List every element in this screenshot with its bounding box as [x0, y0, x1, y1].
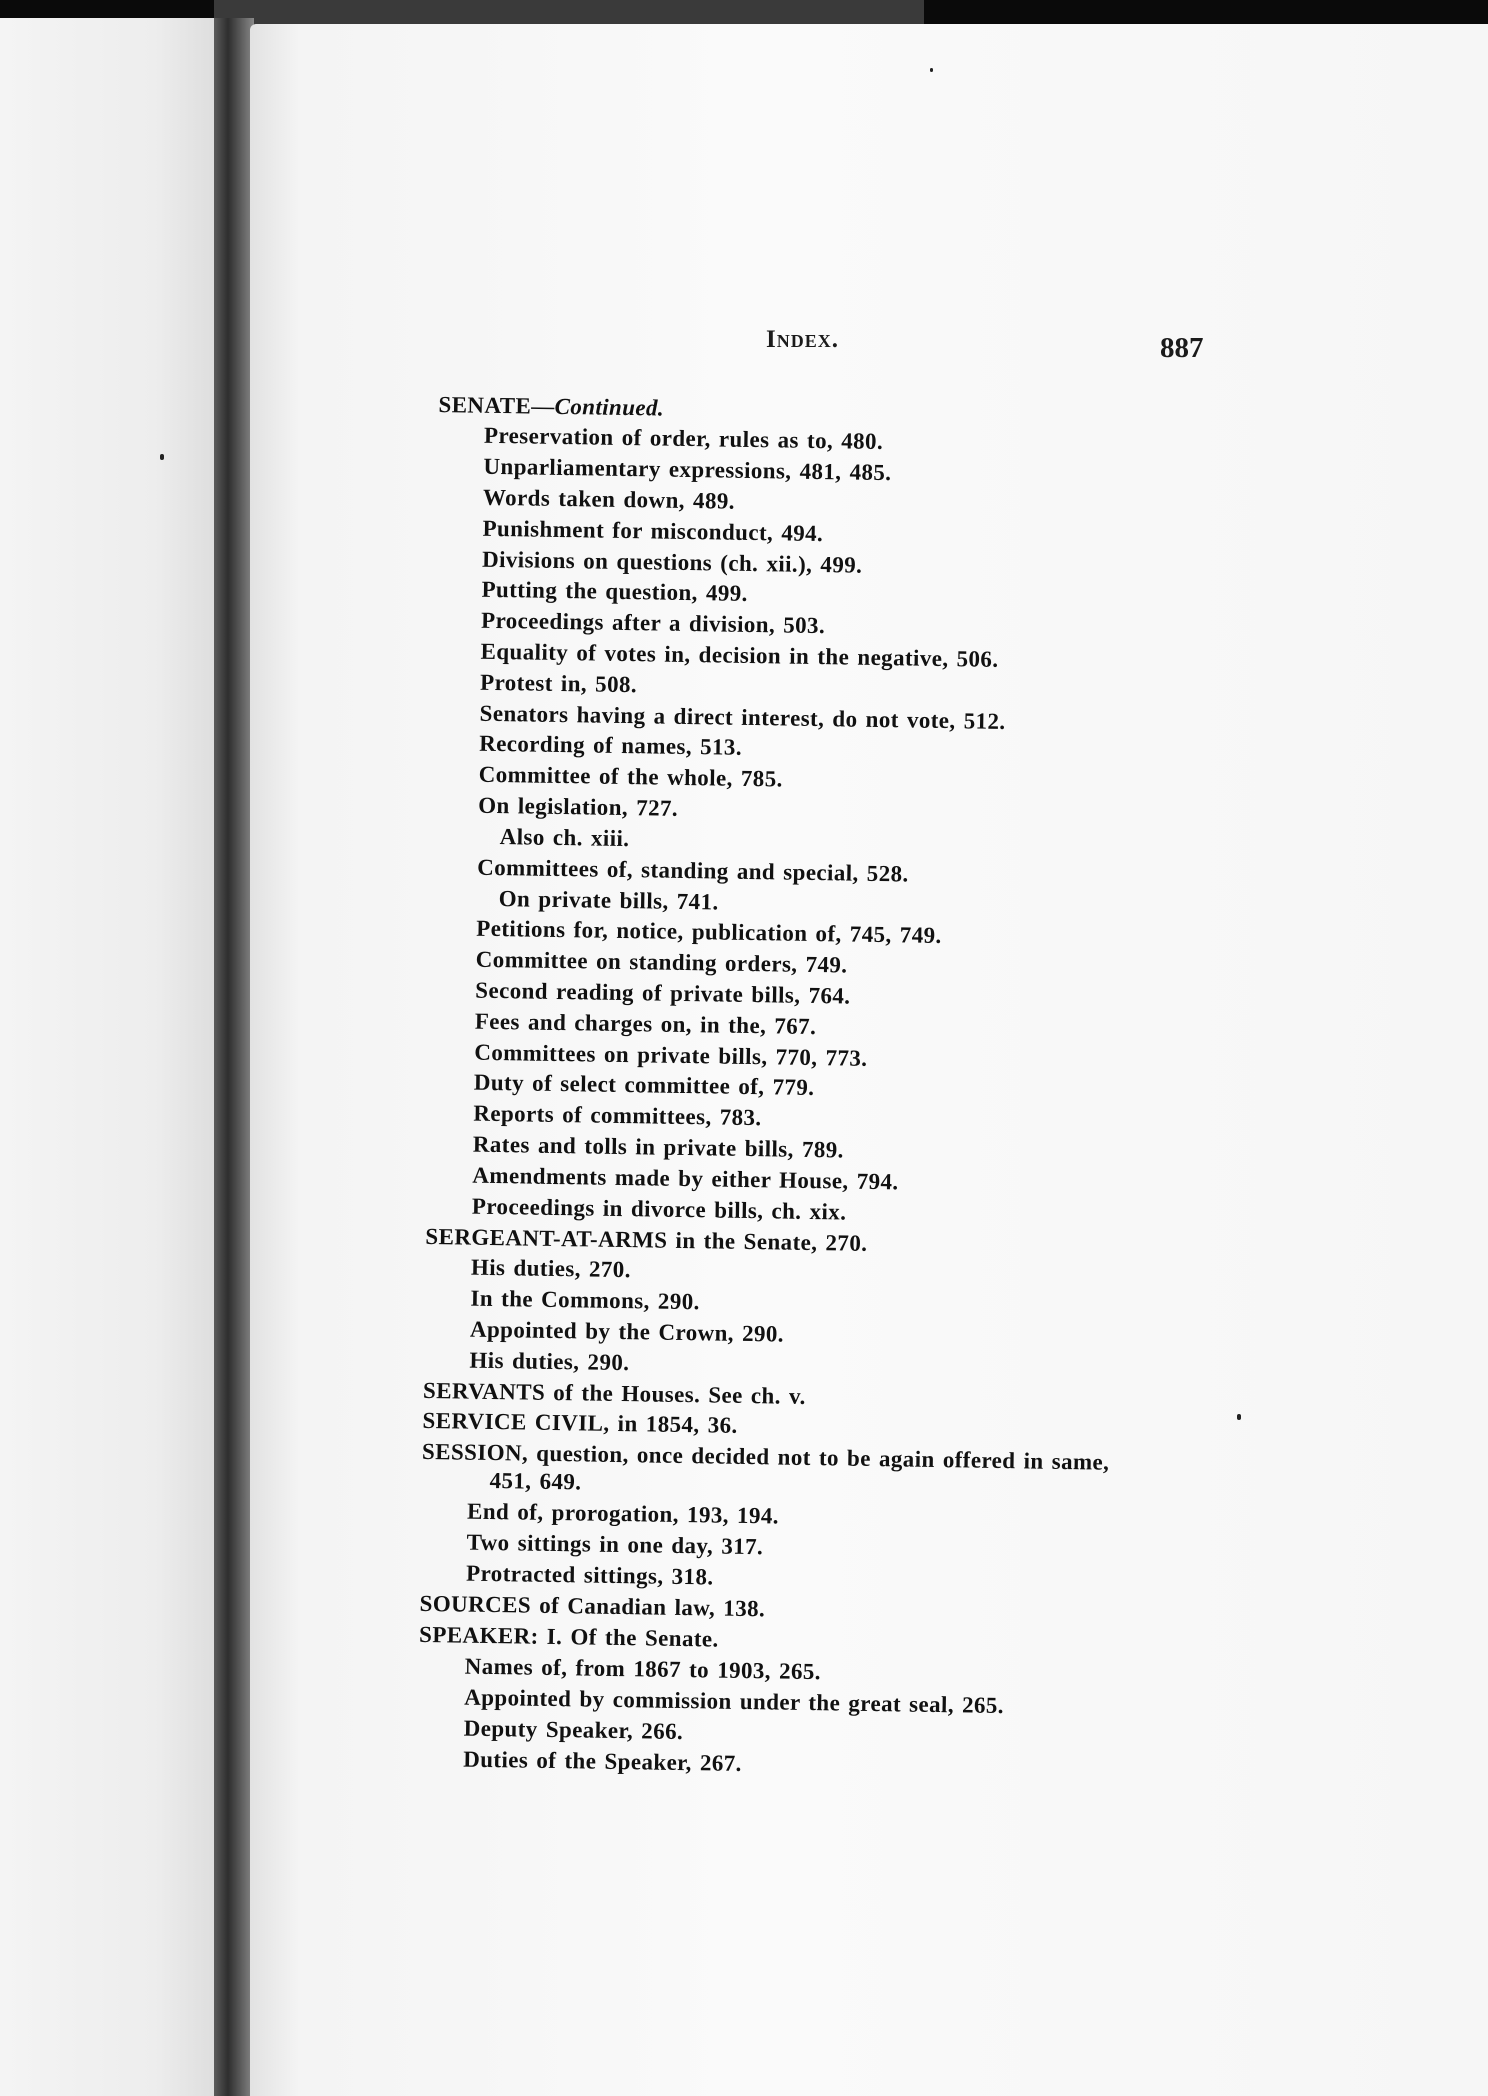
index-subentry: Appointed by commission under the great seal, 265. [463, 1684, 1005, 1719]
index-subentry: In the Commons, 290. [470, 1285, 700, 1315]
index-subentry: Names of, from 1867 to 1903, 265. [464, 1653, 822, 1685]
index-subentry: Deputy Speaker, 266. [463, 1715, 684, 1745]
index-subentry: Proceedings after a division, 503. [480, 607, 826, 639]
index-heading: SOURCES of Canadian law, 138. [419, 1590, 766, 1622]
index-subentry: Punishment for misconduct, 494. [482, 515, 824, 547]
index-subentry: His duties, 290. [469, 1347, 630, 1376]
index-heading-senate [438, 391, 664, 423]
index-heading: SESSION, question, once decided not to be again offered in same, [421, 1438, 1110, 1475]
index-subentry: Two sittings in one day, 317. [466, 1529, 764, 1560]
index-subentry: On legislation, 727. [478, 792, 679, 821]
index-subentry: Recording of names, 513. [478, 730, 743, 760]
index-subentry: Committees of, standing and special, 528. [477, 854, 909, 887]
index-subentry: Divisions on questions (ch. xii.), 499. [481, 546, 863, 578]
index-subentry: End of, prorogation, 193, 194. [466, 1498, 780, 1529]
index-subentry: Amendments made by either House, 794. [472, 1162, 899, 1195]
index-continuation: 451, 649. [489, 1467, 582, 1495]
index-subentry: Committees on private bills, 770, 773. [474, 1039, 868, 1071]
index-heading: SERVANTS of the Houses. See ch. v. [422, 1377, 807, 1409]
index-subentry: Senators having a direct interest, do not vote, 512. [479, 700, 1006, 734]
index-subentry: Proceedings in divorce bills, ch. xix. [471, 1193, 847, 1225]
index-heading: SERVICE CIVIL, in 1854, 36. [422, 1407, 738, 1438]
index-subentry: Fees and charges on, in the, 767. [474, 1008, 817, 1040]
running-head: Index. [766, 326, 839, 353]
index-subentry: His duties, 270. [470, 1254, 632, 1283]
index-subentry: Unparliamentary expressions, 481, 485. [483, 453, 892, 486]
index-subentry: Committee on standing orders, 749. [475, 946, 848, 978]
index-subentry: Preservation of order, rules as to, 480. [483, 422, 884, 455]
index-subentry: Petitions for, notice, publication of, 745, 749. [476, 915, 942, 949]
index-subentry: Protracted sittings, 318. [465, 1560, 714, 1590]
index-subentry: Putting the question, 499. [481, 576, 748, 606]
index-subsubentry: On private bills, 741. [498, 886, 719, 915]
index-subentry: Protest in, 508. [479, 669, 638, 698]
index-heading: SERGEANT-AT-ARMS in the Senate, 270. [425, 1223, 868, 1256]
index-subentry: Duty of select committee of, 779. [473, 1069, 815, 1101]
index-subsubentry: Also ch. xiii. [499, 824, 630, 852]
index-heading: SPEAKER: I. Of the Senate. [418, 1621, 719, 1652]
index-subentry: Words taken down, 489. [482, 484, 736, 514]
continued-label: Continued. [554, 393, 665, 421]
index-subentry: Rates and tolls in private bills, 789. [472, 1131, 845, 1163]
index-subentry: Second reading of private bills, 764. [475, 977, 851, 1009]
index-subentry: Reports of committees, 783. [473, 1100, 762, 1131]
index-subentry: Equality of votes in, decision in the negative, 506. [480, 638, 999, 672]
page-number: 887 [1160, 332, 1204, 364]
index-subentry: Committee of the whole, 785. [478, 761, 783, 792]
index-subentry: Duties of the Speaker, 267. [463, 1746, 743, 1776]
heading-word: SENATE— [438, 392, 555, 419]
index-subentry: Appointed by the Crown, 290. [469, 1316, 785, 1347]
